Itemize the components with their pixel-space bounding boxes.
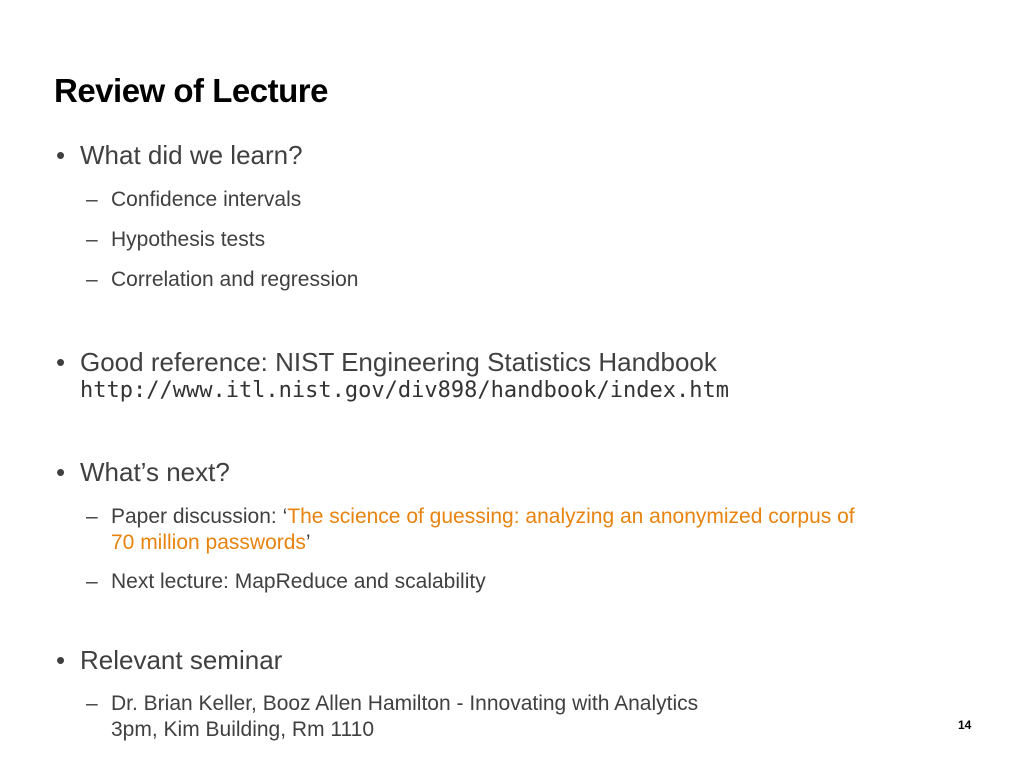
paper-line-1: [111, 504, 855, 530]
reference-url[interactable]: http://www.itl.nist.gov/div898/handbook/index.htm: [80, 378, 730, 403]
bullet-dot: •: [56, 457, 66, 487]
paper-suffix: ’: [305, 531, 311, 554]
bullet-dot: •: [56, 645, 66, 675]
slide-title: Review of Lecture: [54, 72, 328, 109]
next-lecture-text: Next lecture: MapReduce and scalability: [111, 570, 486, 593]
bullet-dot: •: [56, 140, 66, 170]
bullet-learn-text: What did we learn?: [80, 140, 303, 170]
dash: –: [86, 692, 98, 715]
paper-title-link[interactable]: The science of guessing: analyzing an anonymized corpus of: [287, 505, 855, 528]
paper-prefix: Paper discussion: ‘: [111, 505, 288, 528]
paper-title-link-cont[interactable]: 70 million passwords: [111, 531, 306, 554]
sub-bullet-text: Confidence intervals: [111, 188, 302, 211]
seminar-line-2: 3pm, Kim Building, Rm 1110: [111, 718, 375, 741]
page-number: 14: [958, 718, 972, 732]
sub-bullet-text: Correlation and regression: [111, 268, 359, 291]
bullet-next-text: What’s next?: [80, 457, 230, 487]
dash: –: [86, 228, 98, 251]
paper-line-2: [111, 530, 311, 556]
sub-bullet-text: Hypothesis tests: [111, 228, 266, 251]
bullet-reference-text: Good reference: NIST Engineering Statistics Handbook: [80, 347, 717, 377]
bullet-seminar-text: Relevant seminar: [80, 645, 283, 675]
dash: –: [86, 570, 98, 593]
dash: –: [86, 505, 98, 528]
dash: –: [86, 188, 98, 211]
bullet-dot: •: [56, 347, 66, 377]
seminar-line-1: Dr. Brian Keller, Booz Allen Hamilton - Innovating with Analytics: [111, 692, 699, 715]
dash: –: [86, 268, 98, 291]
